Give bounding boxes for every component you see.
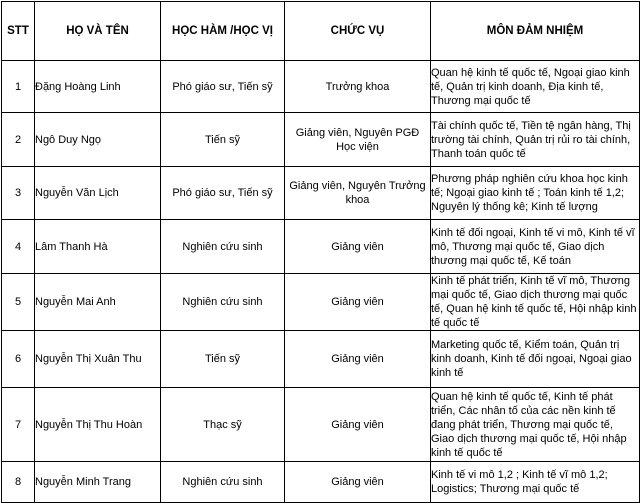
cell-role: Trưởng khoa <box>285 61 431 113</box>
cell-name: Nguyễn Thị Xuân Thu <box>35 331 161 388</box>
cell-stt: 5 <box>2 274 35 331</box>
cell-stt: 6 <box>2 331 35 388</box>
cell-role: Giảng viên <box>285 388 431 462</box>
table-row <box>2 331 640 388</box>
cell-title: Thạc sỹ <box>161 388 285 462</box>
table-row <box>2 167 640 220</box>
cell-title: Nghiên cứu sinh <box>161 220 285 274</box>
cell-name: Ngô Duy Ngọ <box>35 113 161 167</box>
table-header-row <box>2 2 640 61</box>
cell-name: Lâm Thanh Hà <box>35 220 161 274</box>
cell-subjects: Phương pháp nghiên cứu khoa học kinh tế; Ngoại giao kinh tế ; Toán kinh tế 1,2; Nguyên lý thống kê; Kinh tế lượng <box>431 167 640 220</box>
staff-table <box>1 1 640 503</box>
cell-subjects: Kinh tế đối ngoại, Kinh tế vi mô, Kinh tế vĩ mô, Thương mại quốc tế, Giao dịch thương mại quốc tế, Kế toán <box>431 220 640 274</box>
cell-subjects: Kinh tế phát triển, Kinh tế vĩ mô, Thương mại quốc tế, Giao dịch thương mại quốc tế, Quan hệ kinh tế quốc tế, Hội nhập kinh tế quốc tế <box>431 274 640 331</box>
header-stt: STT <box>2 2 35 61</box>
cell-role: Giảng viên <box>285 331 431 388</box>
cell-title: Nghiên cứu sinh <box>161 462 285 503</box>
cell-stt: 7 <box>2 388 35 462</box>
header-role: CHỨC VỤ <box>285 2 431 61</box>
header-name: HỌ VÀ TÊN <box>35 2 161 61</box>
table-row <box>2 274 640 331</box>
cell-role: Giảng viên, Nguyên Trưởng khoa <box>285 167 431 220</box>
cell-role: Giảng viên <box>285 220 431 274</box>
header-title: HỌC HÀM /HỌC VỊ <box>161 2 285 61</box>
cell-subjects: Quan hệ kinh tế quốc tế, Kinh tế phát triển, Các nhân tố của các nền kinh tế đang phát triển, Thương mại quốc tế, Giao dịch thương mại quốc tế, Hội nhập kinh tế quốc tế <box>431 388 640 462</box>
cell-name: Đặng Hoàng Linh <box>35 61 161 113</box>
cell-role: Giảng viên <box>285 462 431 503</box>
cell-subjects: Tài chính quốc tế, Tiền tệ ngân hàng, Thị trường tài chính, Quản trị rủi ro tài chính, Thanh toán quốc tế <box>431 113 640 167</box>
cell-name: Nguyễn Mai Anh <box>35 274 161 331</box>
cell-title: Phó giáo sư, Tiến sỹ <box>161 61 285 113</box>
header-subjects: MÔN ĐẢM NHIỆM <box>431 2 640 61</box>
cell-title: Tiến sỹ <box>161 331 285 388</box>
cell-subjects: Quan hệ kinh tế quốc tế, Ngoại giao kinh tế, Quản trị kinh doanh, Địa kinh tế, Thương mại quốc tế <box>431 61 640 113</box>
table-row <box>2 113 640 167</box>
table-row <box>2 462 640 503</box>
cell-title: Tiến sỹ <box>161 113 285 167</box>
cell-name: Nguyễn Minh Trang <box>35 462 161 503</box>
cell-subjects: Kinh tế vi mô 1,2 ; Kinh tế vĩ mô 1,2; Logistics; Thương mại quốc tế <box>431 462 640 503</box>
cell-stt: 3 <box>2 167 35 220</box>
table-row <box>2 61 640 113</box>
cell-subjects: Marketing quốc tế, Kiểm toán, Quản trị kinh doanh, Kinh tế đối ngoại, Ngoại giao kinh tế <box>431 331 640 388</box>
cell-stt: 4 <box>2 220 35 274</box>
cell-title: Phó giáo sư, Tiến sỹ <box>161 167 285 220</box>
cell-role: Giảng viên, Nguyên PGĐ Học viện <box>285 113 431 167</box>
cell-role: Giảng viên <box>285 274 431 331</box>
cell-title: Nghiên cứu sinh <box>161 274 285 331</box>
table-row <box>2 220 640 274</box>
cell-stt: 8 <box>2 462 35 503</box>
cell-stt: 2 <box>2 113 35 167</box>
table-row <box>2 388 640 462</box>
cell-name: Nguyễn Thị Thu Hoàn <box>35 388 161 462</box>
cell-name: Nguyễn Văn Lịch <box>35 167 161 220</box>
cell-stt: 1 <box>2 61 35 113</box>
